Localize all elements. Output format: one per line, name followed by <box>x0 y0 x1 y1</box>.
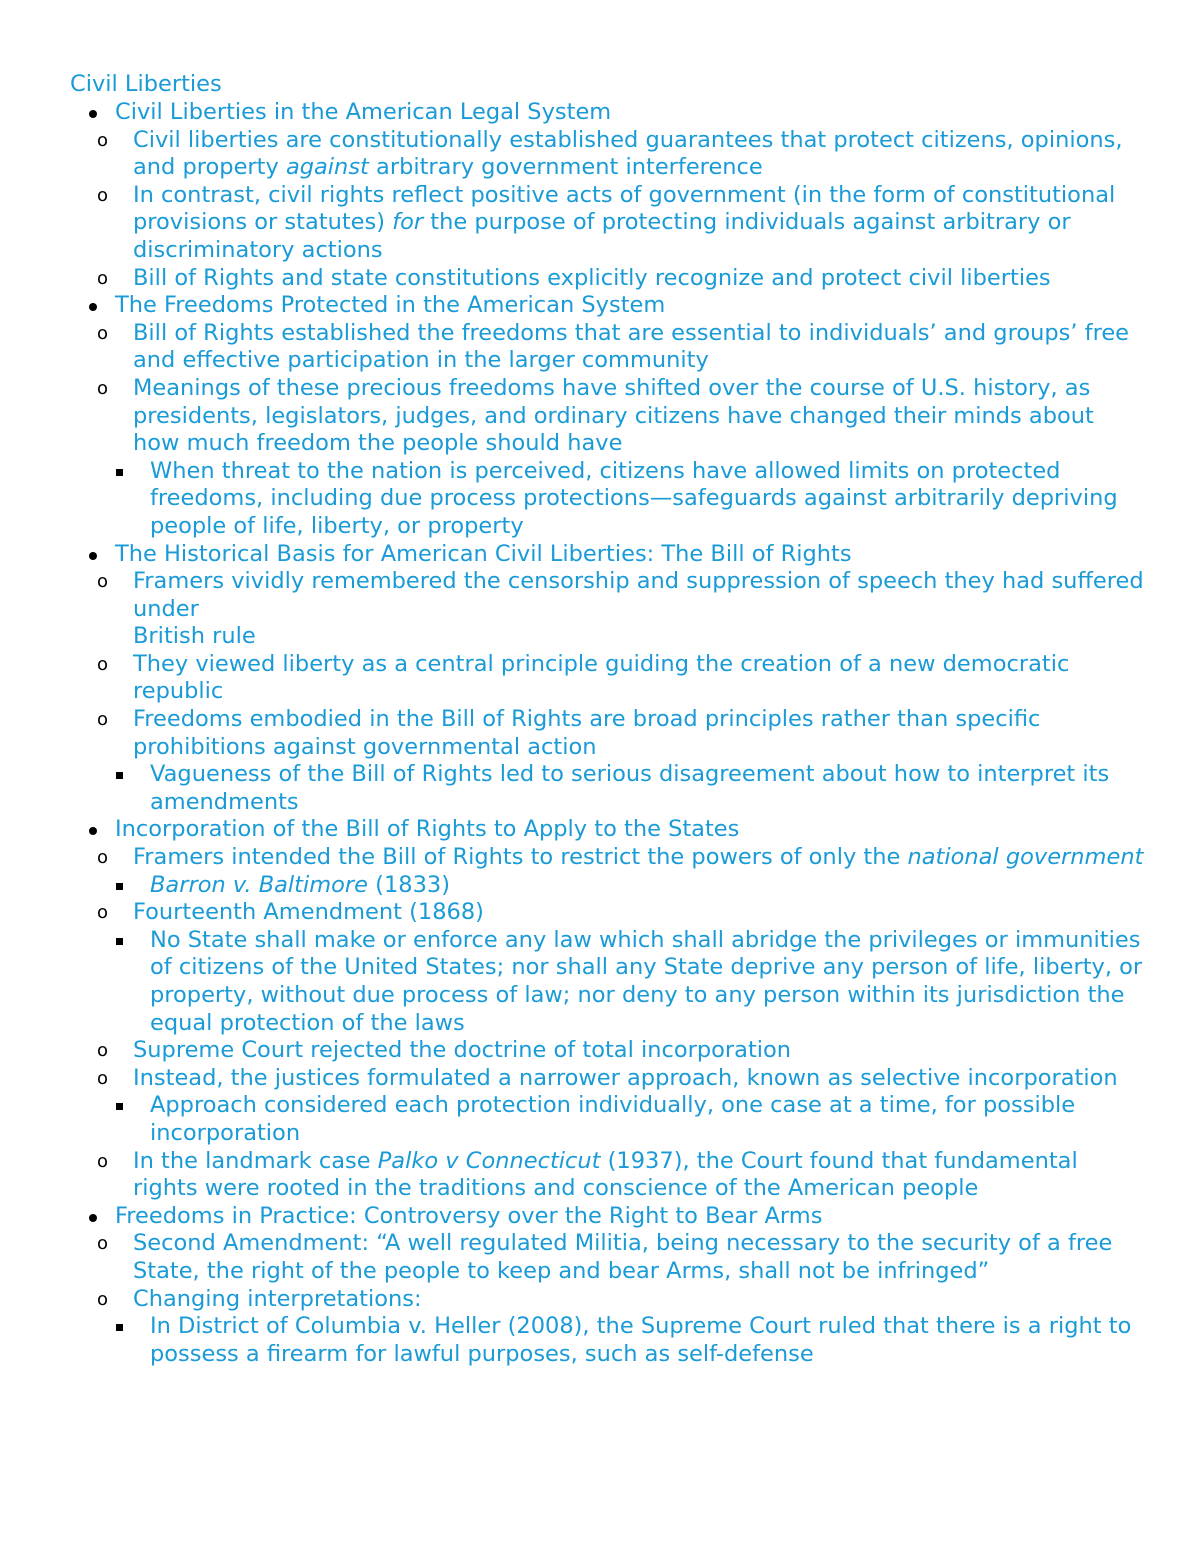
document-page <box>70 71 1145 1368</box>
list-item <box>70 706 1145 761</box>
list-item <box>70 127 1145 182</box>
section-heading-text: Freedoms in Practice: Controversy over the Right to Bear Arms <box>115 1202 823 1229</box>
list-item-text: They viewed liberty as a central principle guiding the creation of a new democratic republic <box>133 650 1070 705</box>
sub-list-item <box>70 1092 1145 1147</box>
section-heading <box>70 99 1145 127</box>
bullet-disc <box>89 303 97 311</box>
section-heading-text: The Freedoms Protected in the American System <box>115 292 666 319</box>
list-item-text: Freedoms embodied in the Bill of Rights are broad principles rather than specific prohibitions against governmental action <box>133 706 1041 760</box>
list-item-text: Bill of Rights established the freedoms that are essential to individuals’ and groups’ free and effective participation in the larger community <box>133 319 1130 374</box>
list-item <box>70 1230 1145 1285</box>
list-item-text: British rule <box>133 623 256 650</box>
bullet-disc <box>89 552 97 560</box>
list-item <box>70 320 1145 375</box>
list-item-text: Fourteenth Amendment (1868) <box>133 899 484 926</box>
bullet-square <box>116 1324 123 1331</box>
bullet-circle: o <box>97 847 109 869</box>
bullet-circle: o <box>97 653 109 675</box>
list-item <box>70 651 1145 706</box>
sub-list-item-text: Approach considered each protection individually, one case at a time, for possible incorporation <box>150 1092 1076 1146</box>
section-heading <box>70 541 1145 569</box>
bullet-circle: o <box>97 1067 109 1089</box>
sub-list-item <box>70 927 1145 1037</box>
section-heading-text: The Historical Basis for American Civil Liberties: The Bill of Rights <box>115 540 852 567</box>
bullet-disc <box>89 110 97 118</box>
sub-list-item <box>70 458 1145 541</box>
section-heading <box>70 292 1145 320</box>
sub-list-item-text: In District of Columbia v. Heller (2008), the Supreme Court ruled that there is a right to possess a firearm for lawful purposes, such as self-defense <box>150 1313 1132 1367</box>
bullet-circle: o <box>97 1233 109 1255</box>
section-heading <box>70 816 1145 844</box>
list-item-text: In the landmark case <box>133 1147 378 1174</box>
bullet-circle: o <box>97 267 109 289</box>
bullet-circle: o <box>97 1150 109 1172</box>
bullet-square <box>116 938 123 945</box>
list-item-text: Supreme Court rejected the doctrine of total incorporation <box>133 1037 792 1064</box>
bullet-circle: o <box>97 129 109 151</box>
bullet-circle: o <box>97 1040 109 1062</box>
bullet-disc <box>89 827 97 835</box>
list-item-text: In contrast, civil rights reflect positive acts of government (in the form of constitutional provisions or statutes) <box>133 181 1116 236</box>
bullet-circle: o <box>97 709 109 731</box>
emphasis-text: against <box>285 154 369 181</box>
section-heading <box>70 1203 1145 1231</box>
list-item-text: the purpose of protecting individuals against arbitrary or discriminatory actions <box>133 209 1071 263</box>
list-item <box>70 182 1145 265</box>
list-item <box>70 568 1145 651</box>
bullet-circle: o <box>97 184 109 206</box>
bullet-square <box>116 772 123 779</box>
list-item <box>70 1148 1145 1203</box>
list-item-text: (1937), the Court found that fundamental rights were rooted in the traditions and conscience of the American people <box>133 1147 1078 1202</box>
sub-list-item <box>70 761 1145 816</box>
list-item <box>70 844 1145 872</box>
list-item <box>70 375 1145 458</box>
bullet-square <box>116 469 123 476</box>
list-item <box>70 899 1145 927</box>
emphasis-text: for <box>392 209 424 236</box>
sub-list-item-text: Vagueness of the Bill of Rights led to serious disagreement about how to interpret its amendments <box>150 761 1110 815</box>
section-heading-text: Incorporation of the Bill of Rights to Apply to the States <box>115 816 740 843</box>
sub-list-item <box>70 1313 1145 1368</box>
list-item-text: Framers vividly remembered the censorship and suppression of speech they had suffered under <box>133 568 1144 622</box>
list-item-text: Instead, the justices formulated a narrower approach, known as selective incorporation <box>133 1064 1118 1091</box>
list-item-text: Civil liberties are constitutionally established guarantees that protect citizens, opinions, and property <box>133 126 1123 181</box>
case-name: Palko v Connecticut <box>377 1147 601 1174</box>
bullet-circle: o <box>97 322 109 344</box>
list-item-text: Bill of Rights and state constitutions explicitly recognize and protect civil liberties <box>133 264 1051 291</box>
bullet-circle: o <box>97 902 109 924</box>
list-item-text: arbitrary government interference <box>368 154 763 181</box>
sub-list-item-text: No State shall make or enforce any law which shall abridge the privileges or immunities of citizens of the United States; nor shall any State deprive any person of life, liberty, or property, without due process of law; nor deny to any person within its jurisdiction the equal protection of the laws <box>150 926 1143 1036</box>
emphasis-text: national government <box>907 844 1144 871</box>
section-heading-text: Civil Liberties in the American Legal System <box>115 99 612 125</box>
list-item-text: Meanings of these precious freedoms have shifted over the course of U.S. history, as presidents, legislators, judges, and ordinary citizens have changed their minds about how much freedom the people should have <box>133 374 1094 457</box>
bullet-square <box>116 1103 123 1110</box>
list-item <box>70 1286 1145 1314</box>
list-item <box>70 1037 1145 1065</box>
list-item-text: Changing interpretations: <box>133 1285 422 1312</box>
bullet-square <box>116 883 123 890</box>
bullet-disc <box>89 1214 97 1222</box>
list-item <box>70 1065 1145 1093</box>
list-item <box>70 265 1145 293</box>
bullet-circle: o <box>97 571 109 593</box>
sub-list-item-text: When threat to the nation is perceived, citizens have allowed limits on protected freedoms, including due process protections—safeguards against arbitrarily depriving people of life, liberty, or property <box>150 457 1118 539</box>
sub-list-item-text: (1833) <box>368 871 450 898</box>
sub-list-item <box>70 872 1145 900</box>
document-title: Civil Liberties <box>70 71 222 97</box>
case-name: Barron v. Baltimore <box>150 871 369 898</box>
list-item-text: Second Amendment: “A well regulated Militia, being necessary to the security of a free State, the right of the people to keep and bear Arms, shall not be infringed” <box>133 1230 1113 1284</box>
list-item-text: Framers intended the Bill of Rights to restrict the powers of only the <box>133 844 908 871</box>
bullet-circle: o <box>97 377 109 399</box>
bullet-circle: o <box>97 1288 109 1310</box>
